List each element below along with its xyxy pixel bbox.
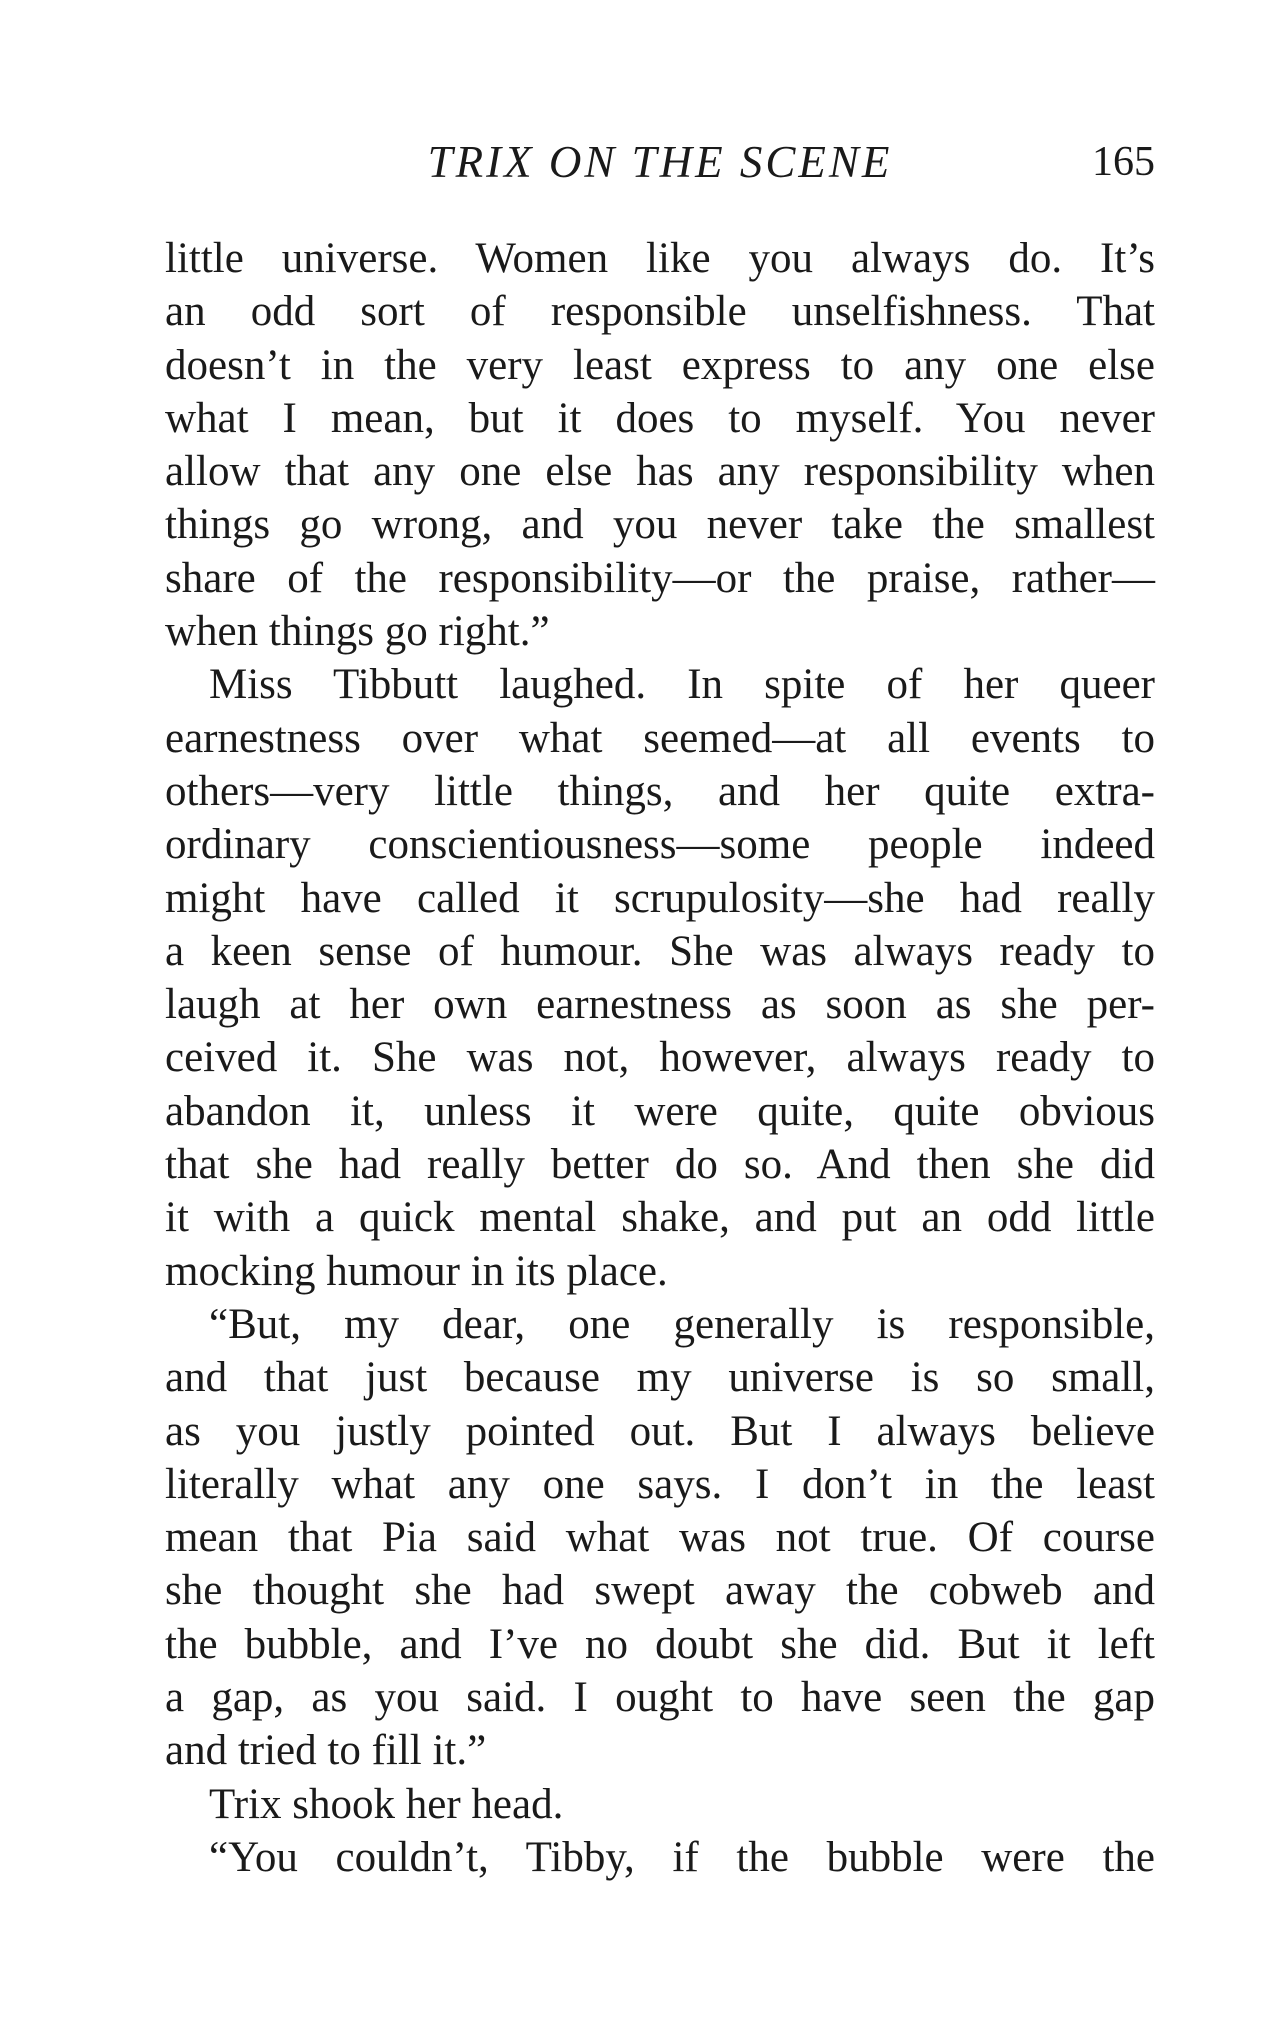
running-title: TRIX ON THE SCENE bbox=[427, 137, 893, 187]
text-line: Trix shook her head. bbox=[209, 1780, 564, 1828]
text-line: and that just because my universe is so small, bbox=[165, 1354, 1155, 1402]
text-line: “You couldn’t, Tibby, if the bubble were the bbox=[209, 1833, 1155, 1881]
text-line: ordinary conscientiousness—some people indeed bbox=[165, 821, 1155, 869]
text-line: the bubble, and I’ve no doubt she did. But it left bbox=[165, 1620, 1155, 1668]
text-line: a keen sense of humour. She was always ready to bbox=[165, 927, 1155, 975]
body-text bbox=[165, 232, 1155, 1884]
text-line: what I mean, but it does to myself. You never bbox=[165, 394, 1155, 442]
page-number: 165 bbox=[1092, 139, 1155, 185]
text-line: and tried to fill it.” bbox=[165, 1727, 487, 1775]
text-line: Miss Tibbutt laughed. In spite of her queer bbox=[209, 661, 1155, 709]
text-line: abandon it, unless it were quite, quite obvious bbox=[165, 1087, 1155, 1135]
text-line: she thought she had swept away the cobweb and bbox=[165, 1567, 1155, 1615]
text-line: earnestness over what seemed—at all events to bbox=[165, 714, 1155, 762]
text-line: share of the responsibility—or the praise, rather— bbox=[165, 554, 1155, 602]
text-line: others—very little things, and her quite extra- bbox=[165, 767, 1155, 815]
text-line: things go wrong, and you never take the smallest bbox=[165, 501, 1155, 549]
page-header bbox=[165, 134, 1155, 190]
text-line: as you justly pointed out. But I always believe bbox=[165, 1407, 1155, 1455]
text-line: laugh at her own earnestness as soon as she per- bbox=[165, 981, 1155, 1029]
text-line: might have called it scrupulosity—she had really bbox=[165, 874, 1155, 922]
text-line: mocking humour in its place. bbox=[165, 1247, 668, 1295]
text-line: literally what any one says. I don’t in the least bbox=[165, 1460, 1155, 1508]
text-line: it with a quick mental shake, and put an odd little bbox=[165, 1194, 1155, 1242]
text-line: little universe. Women like you always do. It’s bbox=[165, 235, 1155, 282]
text-line: ceived it. She was not, however, always ready to bbox=[165, 1034, 1155, 1082]
text-line: mean that Pia said what was not true. Of course bbox=[165, 1514, 1155, 1562]
text-line: that she had really better do so. And then she did bbox=[165, 1141, 1155, 1189]
text-line: doesn’t in the very least express to any one else bbox=[165, 341, 1155, 389]
text-line: “But, my dear, one generally is responsible, bbox=[209, 1300, 1155, 1348]
text-line: when things go right.” bbox=[165, 608, 550, 656]
text-line: a gap, as you said. I ought to have seen the gap bbox=[165, 1674, 1155, 1722]
text-line: allow that any one else has any responsibility when bbox=[165, 448, 1155, 496]
text-line: an odd sort of responsible unselfishness. That bbox=[165, 288, 1155, 336]
